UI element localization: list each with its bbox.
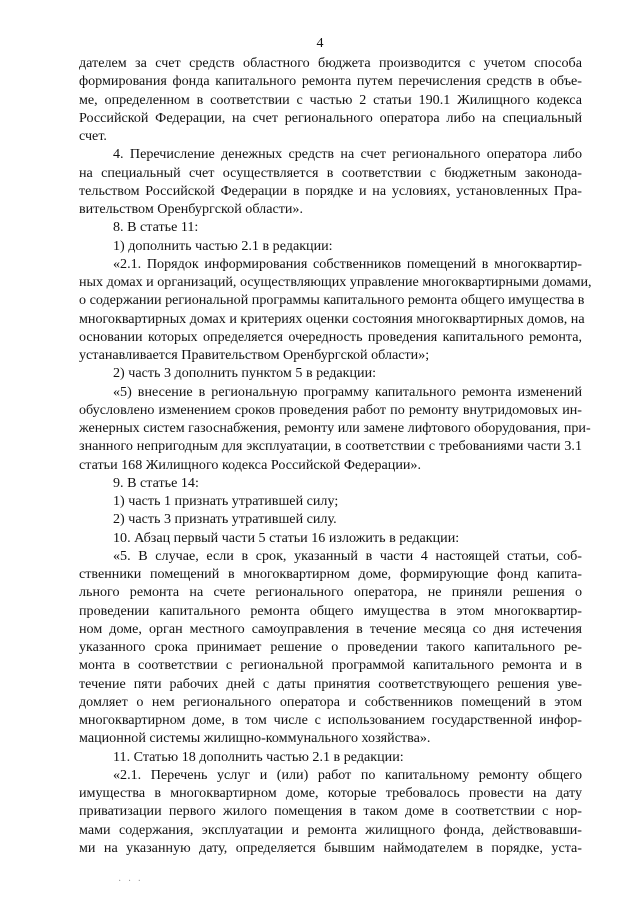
page-number: 4 <box>316 36 324 51</box>
paragraph-line: 2) часть 3 дополнить пунктом 5 в редакции: <box>113 365 377 382</box>
paragraph-line: 1) часть 1 признать утратившей силу; <box>113 493 339 509</box>
paragraph-line: домляет о нем регионального оператора и собственников помещений в этом <box>79 693 582 710</box>
paragraph-line: знанного непригодным для эксплуатации, в соответствии с требованиями части 3.1 <box>79 438 582 455</box>
paragraph-line: 8. В статье 11: <box>113 219 199 236</box>
paragraph-line: 9. В статье 14: <box>113 474 199 491</box>
paragraph-line: обусловлено изменением сроков проведения работ по ремонту внутридомовых ин- <box>79 401 582 418</box>
paragraph-line: «5) внесение в региональную программу капитального ремонта изменений <box>113 383 582 400</box>
paragraph-line: 2) часть 3 признать утратившей силу. <box>113 511 337 528</box>
paragraph-line: тельством Российской Федерации в порядке и на условиях, установленных Пра- <box>79 182 582 199</box>
paragraph-line: ми на указанную дату, определяется бывшим наймодателем в порядке, уста- <box>79 839 582 856</box>
paragraph-line: 11. Статью 18 дополнить частью 2.1 в редакции: <box>113 748 404 765</box>
paragraph-line: 4. Перечисление денежных средств на счет регионального оператора либо <box>113 146 582 163</box>
paragraph-line: ных домах и организаций, осуществляющих управление многоквартирными домами, <box>79 274 592 290</box>
paragraph-line: основании которых определяется очередность проведения капитального ремонта, <box>79 328 582 345</box>
paragraph-line: мационной системы жилищно-коммунального хозяйства». <box>79 730 431 747</box>
paragraph-line: счет. <box>79 128 107 144</box>
document-body <box>79 54 592 857</box>
paragraph-line: устанавливается Правительством Оренбургской области»; <box>79 347 430 363</box>
paragraph-line: вительством Оренбургской области». <box>79 201 303 217</box>
paragraph-line: многоквартирном доме, в том числе с использованием государственной инфор- <box>79 712 582 728</box>
paragraph-line: проведении капитального ремонта общего имущества в этом многоквартир- <box>79 602 582 619</box>
paragraph-line: указанного срока принимает решение о проведении такого капитального ре- <box>79 639 582 655</box>
paragraph-line: «2.1. Перечень услуг и (или) работ по капитальному ремонту общего <box>113 766 582 783</box>
paragraph-line: монта в соответствии с региональной программой капитального ремонта и в <box>79 657 582 674</box>
paragraph-line: течение пяти рабочих дней с даты принятия соответствующего решения уве- <box>79 675 582 692</box>
paragraph-line: дателем за счет средств областного бюджета производится с учетом способа <box>79 55 582 71</box>
paragraph-line: 10. Абзац первый части 5 статьи 16 изложить в редакции: <box>113 529 460 546</box>
paragraph-line: ственники помещений в многоквартирном доме, формирующие фонд капита- <box>79 566 582 582</box>
paragraph-line: ном доме, орган местного самоуправления в течение месяца со дня истечения <box>79 620 582 637</box>
paragraph-line: имущества в многоквартирном доме, которые требовалось провести на дату <box>79 785 582 801</box>
paragraph-line: льного ремонта на счете регионального оператора, не приняли решения о <box>79 584 582 601</box>
paragraph-line: «5. В случае, если в срок, указанный в части 4 настоящей статьи, соб- <box>113 547 582 564</box>
paragraph-line: Российской Федерации, на счет регионального оператора либо на специальный <box>79 109 582 126</box>
paragraph-line: ме, определенном в соответствии с частью 2 статьи 190.1 Жилищного кодекса <box>79 91 582 108</box>
paragraph-line: многоквартирных домах и критериях оценки состояния многоквартирных домов, на <box>79 310 585 327</box>
scan-specks: · · · <box>118 876 143 887</box>
paragraph-line: формирования фонда капитального ремонта путем перечисления средств в объе- <box>79 73 582 90</box>
paragraph-line: мами содержания, эксплуатации и ремонта жилищного фонда, действовавши- <box>79 821 582 838</box>
paragraph-line: приватизации первого жилого помещения в таком доме в соответствии с нор- <box>79 803 582 820</box>
paragraph-line: 1) дополнить частью 2.1 в редакции: <box>113 237 333 254</box>
paragraph-line: о содержании региональной программы капитального ремонта общего имущества в <box>79 292 585 309</box>
paragraph-line: женерных систем газоснабжения, ремонту или замене лифтового оборудования, при- <box>79 420 591 436</box>
paragraph-line: статьи 168 Жилищного кодекса Российской Федерации». <box>79 456 421 473</box>
paragraph-line: на специальный счет осуществляется в соответствии с бюджетным законода- <box>79 164 582 181</box>
paragraph-line: «2.1. Порядок информирования собственников помещений в многоквартир- <box>113 255 582 272</box>
